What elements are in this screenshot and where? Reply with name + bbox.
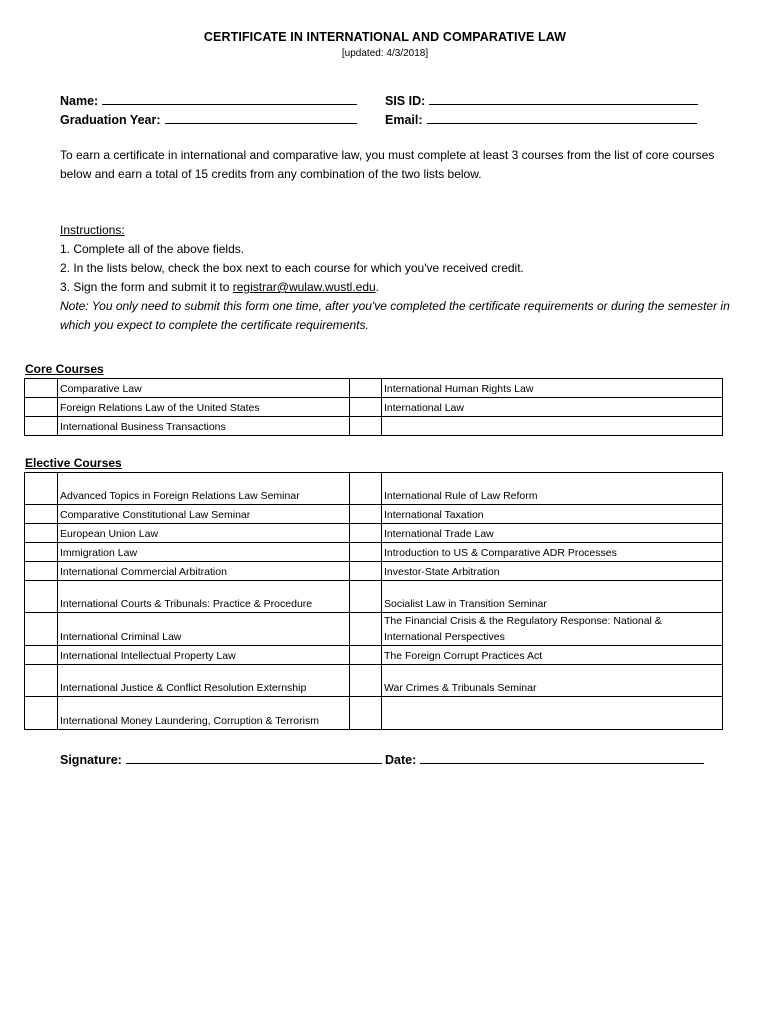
name-field [60,92,357,108]
sis-id-label: SIS ID: [385,94,426,108]
elective-course-checkbox-left[interactable] [25,665,58,697]
core-courses-heading: Core Courses [25,362,104,376]
elective-course-course-right: The Foreign Corrupt Practices Act [382,646,723,665]
elective-course-course-left: International Money Laundering, Corruption & Terrorism [58,697,350,730]
core-course-checkbox-left[interactable] [25,417,58,436]
date-label: Date: [385,753,417,767]
core-course-checkbox-right[interactable] [350,398,382,417]
core-course-course-left: Comparative Law [58,379,350,398]
elective-course-checkbox-left[interactable] [25,473,58,505]
intro-text: To earn a certificate in international and comparative law, you must complete at least 3 courses from the list of core courses below and earn a total of 15 credits from any combination of the two lists below. [60,148,715,181]
instructions-heading: Instructions: [60,223,125,237]
elective-course-row [25,562,723,581]
elective-course-checkbox-left[interactable] [25,562,58,581]
elective-course-checkbox-right[interactable] [350,665,382,697]
instruction-step-2: 2. In the lists below, check the box next to each course for which you've received credit. [60,261,524,275]
elective-course-row [25,581,723,613]
signature-input-line[interactable] [126,751,382,764]
core-course-checkbox-left[interactable] [25,379,58,398]
elective-course-course-right: International Taxation [382,505,723,524]
elective-course-row [25,646,723,665]
instruction-step-3-prefix: 3. Sign the form and submit it to [60,280,233,294]
elective-course-checkbox-left[interactable] [25,524,58,543]
registrar-email-link[interactable]: registrar@wulaw.wustl.edu [232,280,376,294]
elective-course-row [25,697,723,730]
instruction-step-1: 1. Complete all of the above fields. [60,242,245,256]
elective-course-checkbox-right[interactable] [350,581,382,613]
elective-course-course-left: Comparative Constitutional Law Seminar [58,505,350,524]
core-course-row [25,417,723,436]
email-input-line[interactable] [427,111,697,124]
elective-course-row [25,613,723,646]
name-label: Name: [60,94,99,108]
instructions-block [60,221,730,335]
elective-course-checkbox-left[interactable] [25,613,58,646]
elective-course-row [25,543,723,562]
elective-course-course-right: The Financial Crisis & the Regulatory Response: National & International Perspectives [382,613,723,646]
elective-course-course-left: International Criminal Law [58,613,350,646]
elective-courses-heading: Elective Courses [25,456,122,470]
submission-note: Note: You only need to submit this form one time, after you've completed the certificate requirements or during the semester in which you expect to complete the certificate requirements. [60,299,730,332]
elective-course-course-right: War Crimes & Tribunals Seminar [382,665,723,697]
core-course-course-left: International Business Transactions [58,417,350,436]
elective-course-checkbox-right[interactable] [350,505,382,524]
elective-course-course-right: International Trade Law [382,524,723,543]
elective-course-course-right: Socialist Law in Transition Seminar [382,581,723,613]
signature-label: Signature: [60,753,122,767]
elective-course-course-right: Introduction to US & Comparative ADR Processes [382,543,723,562]
elective-course-checkbox-right[interactable] [350,473,382,505]
elective-course-checkbox-left[interactable] [25,697,58,730]
email-field [385,111,697,127]
core-course-course-left: Foreign Relations Law of the United States [58,398,350,417]
core-course-row [25,379,723,398]
elective-course-checkbox-right[interactable] [350,613,382,646]
core-course-checkbox-right[interactable] [350,379,382,398]
elective-course-course-left: International Commercial Arbitration [58,562,350,581]
instruction-step-3-suffix: . [375,280,380,294]
elective-course-checkbox-right[interactable] [350,524,382,543]
elective-course-course-left: Immigration Law [58,543,350,562]
date-field [385,751,704,767]
signature-field [60,751,382,767]
core-course-course-right: International Law [382,398,723,417]
sis-id-field [385,92,698,108]
elective-course-checkbox-right[interactable] [350,646,382,665]
elective-course-course-right: International Rule of Law Reform [382,473,723,505]
elective-course-checkbox-left[interactable] [25,543,58,562]
core-courses-table [24,378,723,436]
core-course-course-right: International Human Rights Law [382,379,723,398]
elective-course-checkbox-right[interactable] [350,543,382,562]
form-title: CERTIFICATE IN INTERNATIONAL AND COMPARATIVE LAW [203,30,567,44]
date-input-line[interactable] [420,751,704,764]
elective-course-checkbox-right[interactable] [350,697,382,730]
elective-course-checkbox-left[interactable] [25,581,58,613]
elective-course-checkbox-left[interactable] [25,646,58,665]
elective-course-row [25,665,723,697]
elective-course-course-left: Advanced Topics in Foreign Relations Law Seminar [58,473,350,505]
name-input-line[interactable] [102,92,357,105]
elective-course-course-left: International Intellectual Property Law [58,646,350,665]
elective-course-course-right: Investor-State Arbitration [382,562,723,581]
elective-course-checkbox-right[interactable] [350,562,382,581]
elective-courses-table [24,472,723,730]
elective-course-checkbox-left[interactable] [25,505,58,524]
elective-course-row [25,473,723,505]
updated-date: [updated: 4/3/2018] [341,48,429,59]
elective-course-row [25,505,723,524]
core-course-checkbox-right[interactable] [350,417,382,436]
instruction-step-3 [60,278,730,297]
elective-course-course-right [382,697,723,730]
sis-id-input-line[interactable] [429,92,698,105]
core-course-checkbox-left[interactable] [25,398,58,417]
graduation-year-field [60,111,357,127]
elective-course-course-left: International Courts & Tribunals: Practice & Procedure [58,581,350,613]
graduation-year-label: Graduation Year: [60,113,161,127]
core-course-row [25,398,723,417]
elective-course-course-left: International Justice & Conflict Resolution Externship [58,665,350,697]
graduation-year-input-line[interactable] [165,111,357,124]
email-label: Email: [385,113,423,127]
core-course-course-right [382,417,723,436]
elective-course-row [25,524,723,543]
elective-course-course-left: European Union Law [58,524,350,543]
